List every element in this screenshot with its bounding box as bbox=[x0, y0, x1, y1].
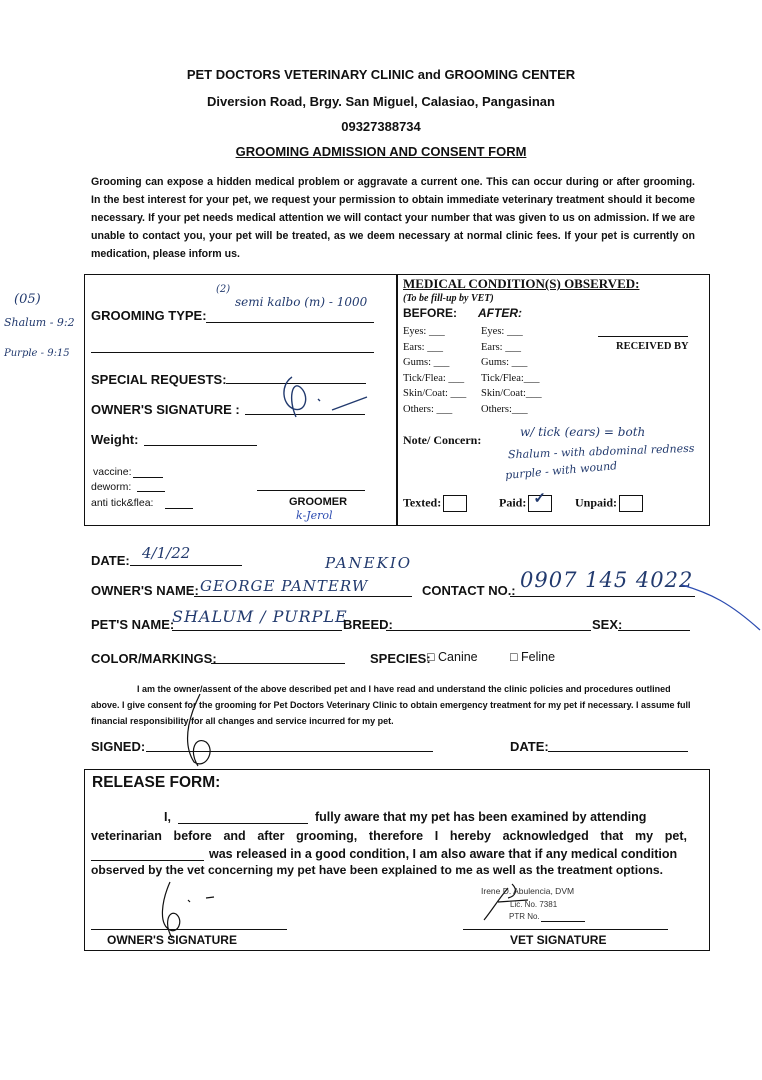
grooming-type-value[interactable]: semi kalbo (m) - 1000 bbox=[235, 295, 368, 309]
medical-subtitle: (To be fill-up by VET) bbox=[403, 293, 494, 304]
before-skincoat: Skin/Coat: ___ bbox=[403, 388, 467, 399]
species-label: SPECIES: bbox=[370, 651, 431, 666]
unpaid-field bbox=[575, 495, 643, 512]
release-line-1: fully aware that my pet has been examined by attending bbox=[315, 810, 647, 824]
release-owner-signature-mark bbox=[150, 880, 230, 940]
paid-check-mark: ✓ bbox=[533, 489, 546, 507]
release-title: RELEASE FORM: bbox=[92, 774, 221, 791]
texted-field bbox=[403, 495, 467, 512]
pen-stroke bbox=[680, 575, 762, 635]
before-ears: Ears: ___ bbox=[403, 341, 443, 353]
owner-name-correction: PANEKIO bbox=[325, 554, 413, 572]
after-column bbox=[481, 324, 542, 417]
margin-note-count: (05) bbox=[14, 292, 41, 307]
groomer-value[interactable]: k-Jerol bbox=[296, 509, 333, 522]
box-divider bbox=[396, 275, 398, 525]
unpaid-label: Unpaid: bbox=[575, 495, 618, 510]
release-i: I, bbox=[164, 810, 171, 824]
canine-option[interactable]: □ Canine bbox=[427, 650, 478, 664]
before-eyes: Eyes: ___ bbox=[403, 326, 445, 337]
margin-note-shalum: Shalum - 9:2 bbox=[4, 316, 75, 329]
clinic-phone: 09327388734 bbox=[341, 119, 421, 134]
clinic-address: Diversion Road, Brgy. San Miguel, Calasiao, Pangasinan bbox=[207, 94, 555, 109]
before-column bbox=[403, 324, 466, 417]
weight-label: Weight: bbox=[91, 432, 139, 447]
after-others: Others:___ bbox=[481, 403, 528, 415]
breed-label: BREED: bbox=[343, 617, 393, 632]
color-label: COLOR/MARKINGS: bbox=[91, 651, 217, 666]
signed-signature-mark bbox=[170, 690, 230, 770]
pet-name-label: PET'S NAME: bbox=[91, 617, 175, 632]
signed-label: SIGNED: bbox=[91, 739, 146, 754]
groomer-label: GROOMER bbox=[289, 496, 348, 508]
after-label: AFTER: bbox=[478, 306, 522, 320]
vet-stamp-lic: Lic. No. 7381 bbox=[510, 900, 558, 909]
sex-label: SEX: bbox=[592, 617, 623, 632]
release-line-3: was released in a good condition, I am also aware that if any medical condition bbox=[209, 847, 678, 861]
margin-note-purple: Purple - 9:15 bbox=[4, 348, 70, 359]
after-skincoat: Skin/Coat:___ bbox=[481, 388, 542, 399]
before-gums: Gums: ___ bbox=[403, 357, 450, 368]
paid-label: Paid: bbox=[499, 495, 527, 510]
vet-stamp-ptr: PTR No. bbox=[509, 912, 540, 921]
contact-label: CONTACT NO.: bbox=[422, 583, 516, 598]
after-gums: Gums: ___ bbox=[481, 357, 528, 368]
before-others: Others: ___ bbox=[403, 403, 453, 415]
clinic-name: PET DOCTORS VETERINARY CLINIC and GROOMING CENTER bbox=[186, 67, 576, 82]
note-label: Note/ Concern: bbox=[403, 433, 482, 447]
release-line-4: observed by the vet concerning my pet have been explained to me as well as the treatment options. bbox=[91, 863, 663, 877]
special-requests-label: SPECIAL REQUESTS: bbox=[91, 372, 227, 387]
texted-label: Texted: bbox=[403, 495, 442, 510]
grooming-type-label: GROOMING TYPE: bbox=[91, 308, 207, 323]
intro-paragraph: Grooming can expose a hidden medical problem or aggravate a current one. This can occur during or after grooming. In the best interest for your pet, we request your permission to obtain immediate veterinary treatment should it become necessary. If your pet needs medical attention we will contact your number that was given to us on admission. If we are unable to contact you, your pet will be treated, as we deem necessary at normal clinic fees. If your pet is currently on medication, please inform us. bbox=[91, 176, 695, 260]
paid-checkbox[interactable] bbox=[528, 489, 552, 512]
consent-paragraph: I am the owner/assent of the above described pet and I have read and understand the clinic policies and procedures outlined above. I give consent for the grooming for Pet Doctors Veterinary Clinic to obtain emergency treatment for my pet if necessary. I assume full financial responsibility for all changes and service incurred for my pet. bbox=[91, 684, 691, 726]
form-title: GROOMING ADMISSION AND CONSENT FORM bbox=[235, 144, 527, 159]
vet-signature-footer-label: VET SIGNATURE bbox=[510, 933, 607, 947]
signed-date-label: DATE: bbox=[510, 739, 549, 754]
date-label: DATE: bbox=[91, 553, 130, 568]
vaccine-label: vaccine: bbox=[93, 466, 132, 478]
before-tickflea: Tick/Flea: ___ bbox=[403, 372, 465, 384]
pet-name-value[interactable]: SHALUM / PURPLE bbox=[172, 607, 348, 626]
owner-name-value[interactable]: GEORGE PANTERW bbox=[200, 577, 369, 595]
after-tickflea: Tick/Flea:___ bbox=[481, 372, 540, 384]
after-ears: Ears: ___ bbox=[481, 341, 521, 353]
note-line-3: purple - with wound bbox=[504, 459, 618, 482]
unpaid-checkbox[interactable] bbox=[619, 495, 643, 512]
medical-title: MEDICAL CONDITION(S) OBSERVED: bbox=[403, 276, 640, 291]
owner-signature-footer-label: OWNER'S SIGNATURE bbox=[107, 933, 237, 947]
note-line-2: Shalum - with abdominal redness bbox=[507, 441, 695, 462]
owner-name-label: OWNER'S NAME: bbox=[91, 583, 199, 598]
date-value[interactable]: 4/1/22 bbox=[142, 544, 191, 562]
grooming-type-note: (2) bbox=[216, 284, 231, 295]
vet-stamp-name: Irene D. Abulencia, DVM bbox=[481, 886, 575, 896]
owner-signature-mark bbox=[272, 365, 372, 425]
note-line-1: w/ tick (ears) = both bbox=[520, 425, 646, 439]
antitick-label: anti tick&flea: bbox=[91, 497, 154, 509]
after-eyes: Eyes: ___ bbox=[481, 326, 523, 337]
contact-value[interactable]: 0907 145 4022 bbox=[520, 568, 694, 592]
texted-checkbox[interactable] bbox=[443, 495, 467, 512]
before-label: BEFORE: bbox=[403, 306, 457, 320]
feline-option[interactable]: □ Feline bbox=[510, 650, 556, 664]
owner-signature-label: OWNER'S SIGNATURE : bbox=[91, 402, 240, 417]
release-line-2: veterinarian before and after grooming, therefore I hereby acknowledged that my pet, bbox=[91, 829, 687, 843]
received-by-label: RECEIVED BY bbox=[616, 341, 689, 352]
deworm-label: deworm: bbox=[91, 481, 132, 493]
paid-field bbox=[499, 489, 552, 512]
